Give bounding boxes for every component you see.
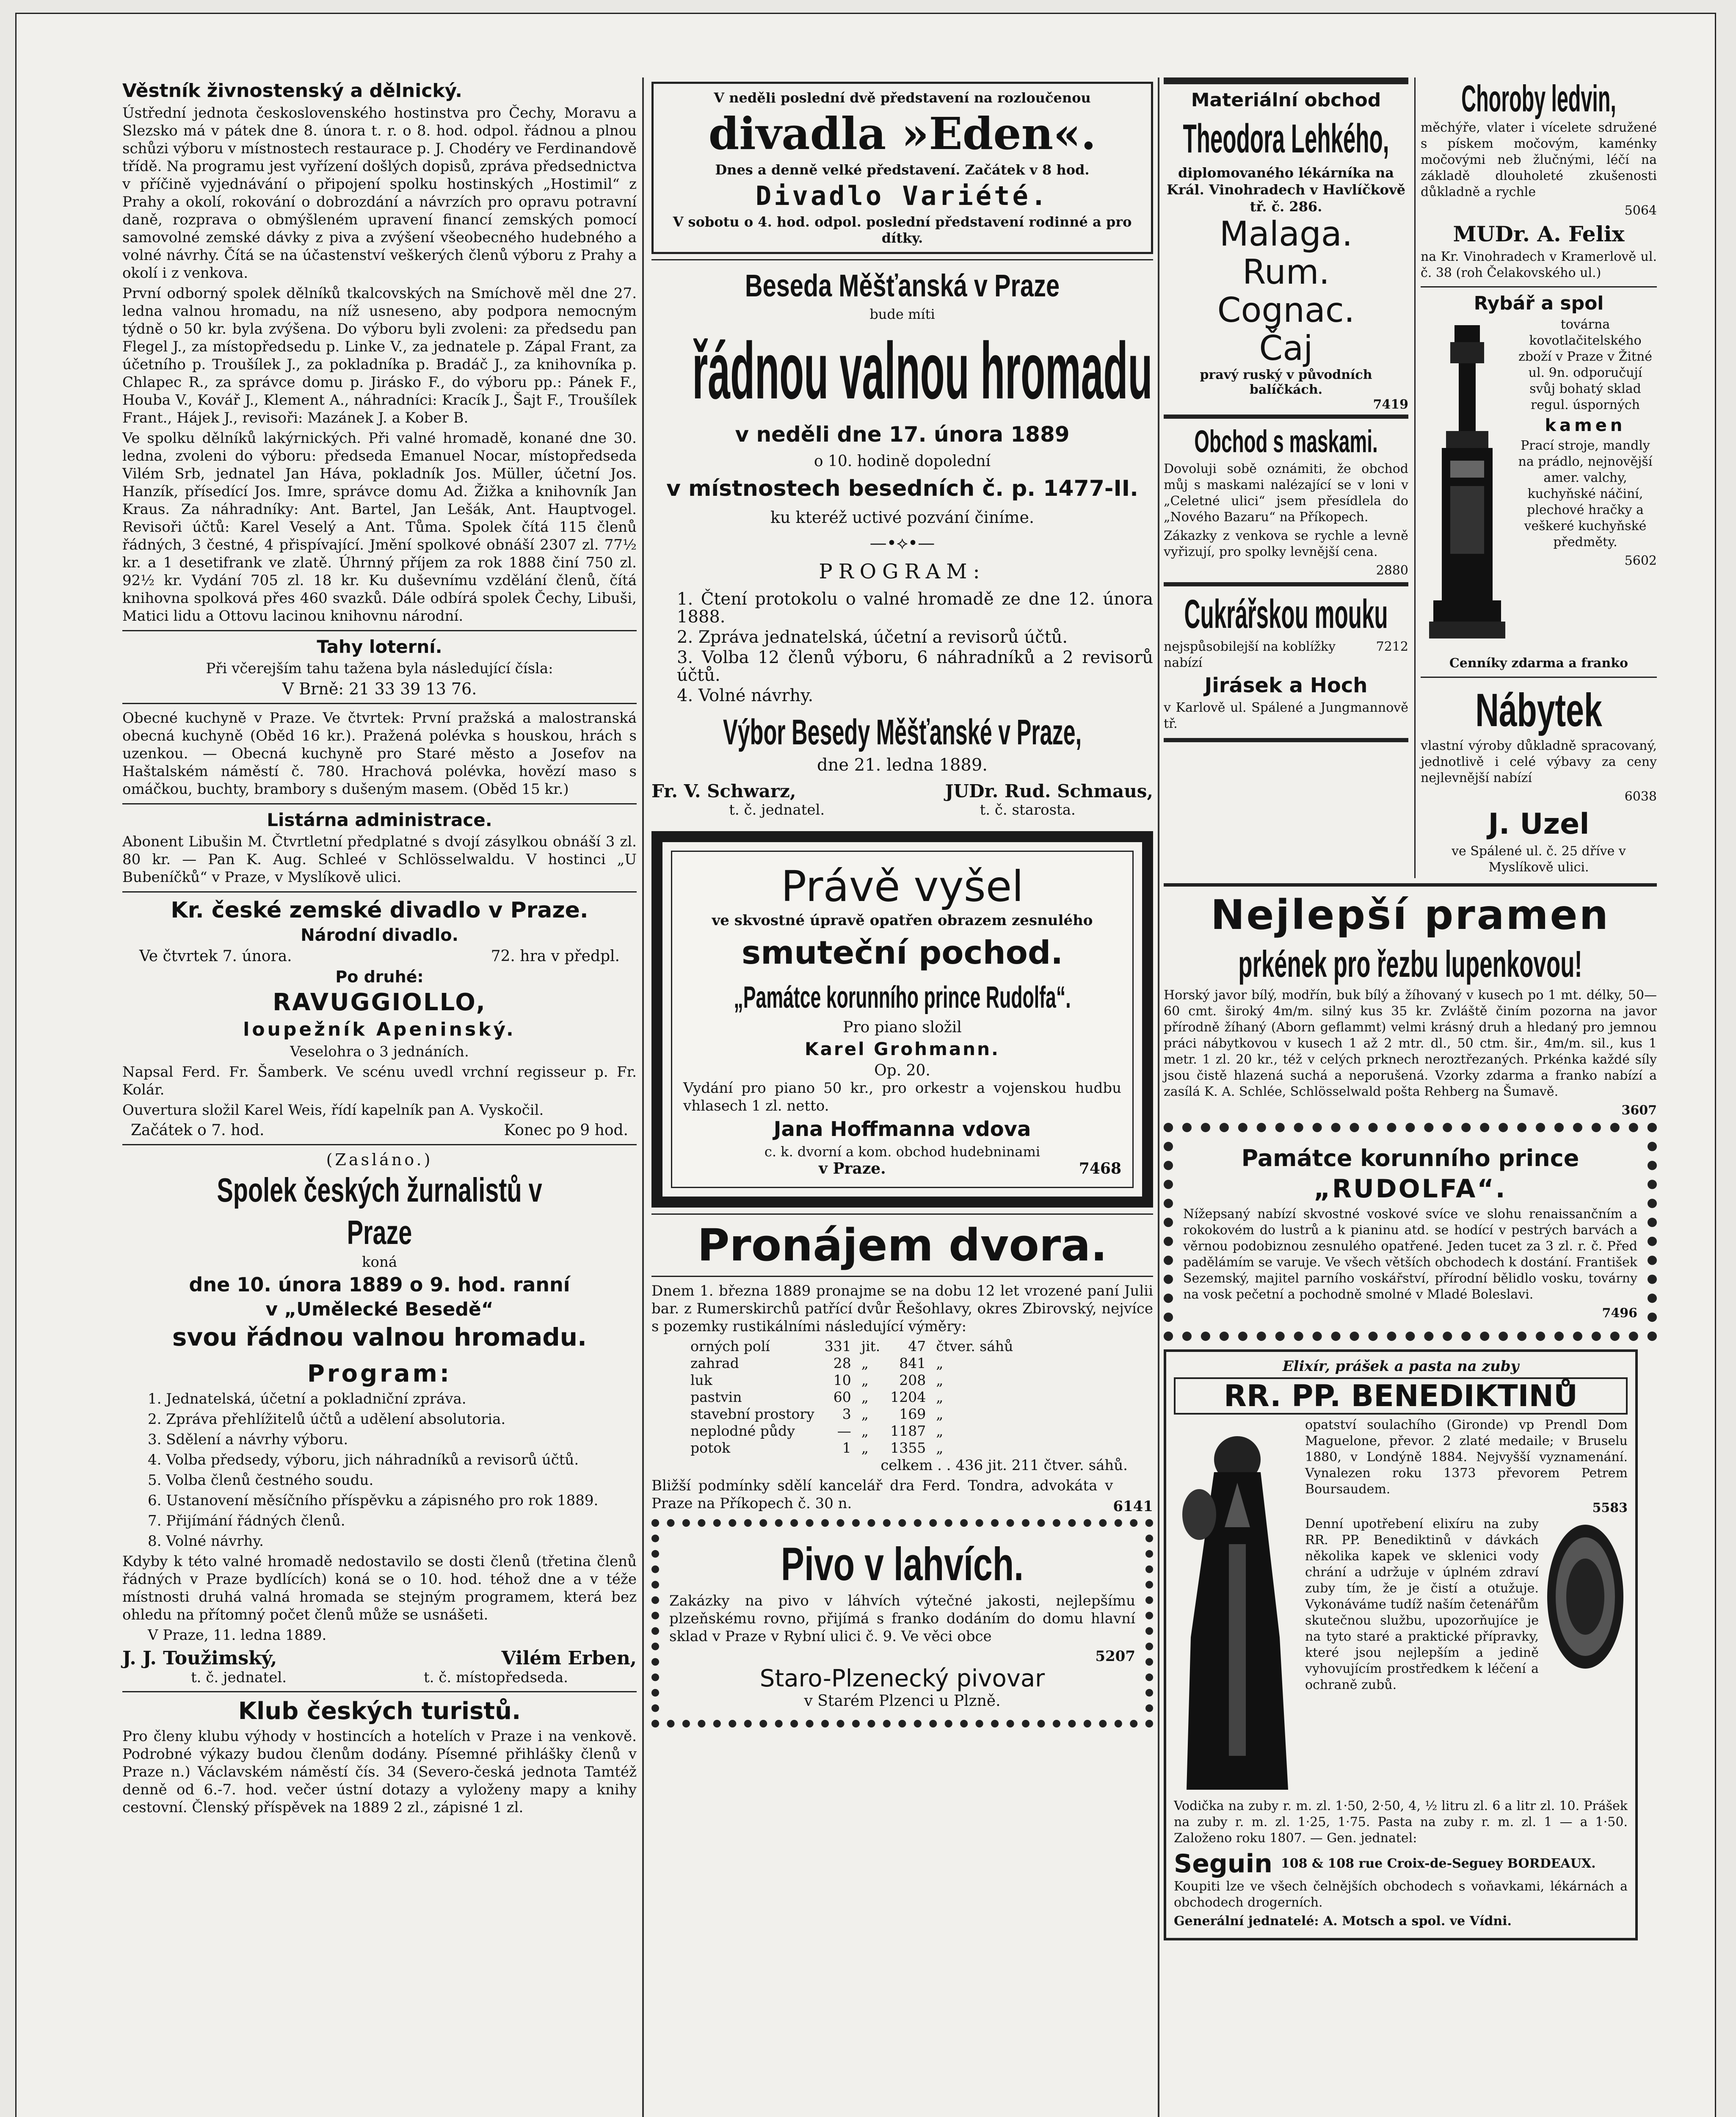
pivo-title: Pivo v lahvích. (781, 1538, 1024, 1590)
program-item: 8. Volné návrhy. (148, 1533, 264, 1550)
cukr-addr: v Karlově ul. Spálené a Jungmannově tř. (1164, 700, 1408, 731)
signature: Fr. V. Schwarz, (651, 781, 796, 801)
table-cell: „ (861, 1423, 869, 1439)
vysel-author: Karel Grohmann. (805, 1039, 1000, 1059)
theatre-play-title: RAVUGGIOLLO, (273, 989, 486, 1016)
rybar-kamen: kamen (1545, 416, 1626, 435)
vestnik-paragraph: První odborný spolek dělníků tkalcovských na Smíchově měl dne 27. ledna valnou hromadu, na níž usneseno, aby podpora nemocným týdně o 50 kr. byla zvýšena. Do výboru byli zvoleni: za předsedu pan Flegel J., za místopředsedu p. Linke V., za jednatele p. Zápal Frant, za účetního p. Troušílek J., za pokladníka p. Bradáč J., za knihovníka p. Chlapec R., za správce domu p. Jirásko F., do výboru pp.: Pánek F., Houba V., Kovář J., Klement A., náhradníci: Kracík J., Šajt F., Troušílek Frant., Hájek J., revisoři: Mazánek J. a Kober B. (122, 285, 637, 426)
eden-top: V neděli poslední dvě představení na rozloučenou (714, 90, 1091, 106)
vestnik-heading: Věstník živnostenský a dělnický. (122, 80, 462, 102)
program-item: 3. Volba 12 členů výboru, 6 náhradníků a 2 revisorů účtů. (677, 648, 1153, 685)
monk-illustration-icon (1174, 1417, 1297, 1798)
table-cell: 1 (842, 1440, 851, 1456)
beseda-program-heading: PROGRAM: (819, 560, 986, 583)
nabytek-name: J. Uzel (1488, 807, 1590, 841)
theatre-desc: Ouvertura složil Karel Weis, řídí kapelník pan A. Vyskočil. (122, 1102, 544, 1119)
rybar-title: Rybář a spol (1474, 293, 1604, 314)
table-cell: stavební prostory (690, 1406, 814, 1422)
column-3 (1164, 77, 1657, 1940)
rybar-ad (1421, 293, 1657, 672)
mat-caj-desc: pravý ruský v původních balíčkách. (1200, 368, 1372, 397)
listarna-text: Abonent Libušin M. Čtvrtletní předplatné s dvojí zásylkou obnáší 3 zl. 80 kr. — Pan K. Aug. Schleé v Schlösselwaldu. V hostinci „U Bubeníčků“ v Praze, v Myslíkově ulici. (122, 833, 637, 886)
zaslano-label: (Zasláno.) (326, 1150, 433, 1169)
program-date: V Praze, 11. ledna 1889. (148, 1627, 327, 1644)
vysel-title: Právě vyšel (781, 862, 1024, 911)
theatre-number: 72. hra v předpl. (491, 948, 620, 965)
nabytek-num: 6038 (1624, 789, 1657, 804)
table-cell: 1355 (890, 1440, 926, 1456)
vysel-publisher-desc: c. k. dvorní a kom. obchod hudebninami (764, 1144, 1040, 1160)
theatre-day: Ve čtvrtek 7. února. (139, 948, 292, 965)
theatre-heading: Kr. české zemské divadlo v Praze. (171, 898, 588, 923)
nabytek-title: Nábytek (1475, 684, 1602, 736)
mat-caj: Čaj (1259, 329, 1313, 368)
masky-text: Dovoluji sobě oznámiti, že obchod můj s maskami nalézající se v loni v „Celetné ulici“ jsem přesídlela do „Nového Bazaru“ na Příkopech. (1164, 462, 1408, 525)
vysel-ad (651, 831, 1153, 1208)
choroby-num: 5064 (1624, 203, 1657, 218)
lottery-text: Při včerejším tahu tažena byla následující čísla: (206, 660, 553, 677)
beseda-time: o 10. hodině dopolední (814, 453, 991, 470)
rudolfa-num: 7496 (1602, 1306, 1637, 1321)
rudolfa-text: Nížepsaný nabízí skvostné voskové svíce ve slohu renaissančním a rokokovém do lustrů a k pianinu atd. se hodící v pestrých barvách a věrnou podobiznou zesnulého opatřené. Jeden tucet za 3 zl. r. č. Před padělámím se varuje. Ve všech větších obchodech k dostání. František Sezemský, majitel parního voskářství, přírodní bělidlo vosku, továrny na vosk pečetní a pochodně smolné v Mladé Boleslavi. (1183, 1207, 1637, 1302)
table-cell: „ (936, 1423, 944, 1439)
divider (651, 1276, 1153, 1277)
bene-num: 5583 (1592, 1501, 1628, 1515)
divider (122, 803, 637, 804)
table-cell: 1187 (890, 1423, 926, 1439)
dvur-heading: Pronájem dvora. (697, 1219, 1107, 1271)
vysel-sub: ve skvostné úpravě opatřen obrazem zesnulého (712, 912, 1093, 929)
beseda-heading: Beseda Měšťanská v Praze (745, 268, 1060, 303)
masky-title: Obchod s maskami. (1194, 424, 1378, 459)
beseda-dne: dne 21. ledna 1889. (817, 755, 988, 775)
table-cell: 28 (833, 1355, 851, 1371)
masky-text: Zákazky z venkova se rychle a levně vyřizují, pro spolky levnější cena. (1164, 528, 1408, 559)
program-item: 4. Volba předsedy, výboru, jich náhradníků a revisorů účtů. (148, 1451, 579, 1468)
table-row (685, 1372, 1018, 1389)
beseda-big-heading: řádnou valnou hromadu (692, 326, 1153, 416)
journalists-date: dne 10. února 1889 o 9. hod. ranní (189, 1273, 570, 1296)
vysel-name: „Památce korunního prince Rudolfa“. (734, 981, 1071, 1014)
dvur-text: Dnem 1. března 1889 pronajme se na dobu 12 let vrozené paní Julii bar. z Rumerskirchů patřící dvůr Řešohlavy, okres Zbirovský, nejvíce s pozemky rustikálními následující výměry: (651, 1282, 1153, 1335)
cukr-name: Jirásek a Hoch (1204, 674, 1368, 697)
table-cell: zahrad (690, 1355, 739, 1371)
eden-line: Dnes a denně velké představení. Začátek v 8 hod. (715, 162, 1090, 178)
beseda-program-list (651, 590, 1153, 705)
pramen-num: 3607 (1621, 1103, 1657, 1118)
vysel-price: Vydání pro piano 50 kr., pro orkestr a vojenskou hudbu vhlasech 1 zl. netto. (683, 1080, 1121, 1114)
divider (122, 703, 637, 704)
signature-role: t. č. starosta. (980, 801, 1076, 818)
choroby-addr: na Kr. Vinohradech v Kramerlově ul. č. 38 (roh Čelakovského ul.) (1420, 249, 1657, 280)
eden-variete: Divadlo Variété. (755, 180, 1049, 211)
table-row (685, 1389, 1018, 1406)
cukr-ad (1164, 586, 1408, 742)
table-cell: — (837, 1423, 851, 1439)
vestnik-paragraph: Ústřední jednota československého hostinstva pro Čechy, Moravu a Slezsko má v pátek dne 8. února t. r. o 8. hod. odpol. řádnou a plnou schůzi výboru v místnostech restaurace p. J. Chodéry ve Ferdinandově třídě. Na programu jest vyřízení došlých dopisů, zpráva předsednictva v příčině vyjednávání o připojení spolku hostinských „Hostimil“ z Prahy a okolí, rokování o dobrozdání a návrzích pro opravu potravní daně, rozprava o obmýšleném upravení financí zemských pomocí samovolné zemské dávky z piva a zvýšení všeobecného hudebného a volné návrhy. Čítá se na účastenství veškerých členů výboru z Prahy a okolí i z venkova. (122, 105, 637, 282)
signature-role: t. č. místopředseda. (424, 1669, 568, 1686)
pivo-num: 5207 (1095, 1648, 1135, 1665)
vysel-city: v Praze. (819, 1160, 886, 1177)
table-cell: 208 (899, 1372, 926, 1388)
signature: Vilém Erben, (501, 1647, 637, 1669)
table-cell: 10 (833, 1372, 851, 1388)
vysel-pochod: smuteční pochod. (741, 934, 1063, 971)
bene-text: opatství soulachího (Gironde) vp Prendl Dom Maguelone, převor. 2 zlaté medaile; v Bruselu 1880, v Londýně 1884. Nejvyšší vyznamenání. Vynalezen roku 1373 převorem Petrem Boursaudem. (1305, 1418, 1628, 1497)
table-cell: 3 (842, 1406, 851, 1422)
nabytek-text: vlastní výroby důkladně spracovaný, jednotlivě i celé výbavy za ceny nejlevnější nabízí (1420, 738, 1657, 785)
divider (122, 630, 637, 631)
pramen-ad (1164, 892, 1657, 1119)
beseda-place: v místnostech besedních č. p. 1477-II. (666, 476, 1138, 501)
journalists-meeting: svou řádnou valnou hromadu. (172, 1323, 587, 1351)
seal-icon (1543, 1516, 1628, 1677)
bene-agent: Generální jednatelé: A. Motsch a spol. ve Vídni. (1174, 1914, 1512, 1929)
rudolfa-name: „RUDOLFA“. (1314, 1174, 1507, 1204)
lottery-numbers: V Brně: 21 33 39 13 76. (282, 680, 477, 698)
bene-text2: Denní upotřebení elixíru na zuby RR. PP. Benediktinů v dávkách několika kapek ve sklenici vody chrání a udržuje v úplném zdraví zuby tím, že je čistí a otužuje. Vykonáváme tudíž naším četenářům skutečnou službu, upozorňujíce je na tyto staré a praktické přípravky, které jsou nejlepším a jedině vyhovujícím prostředkem k léčení a ochraně zubů. (1305, 1517, 1539, 1692)
table-row (685, 1406, 1018, 1423)
table-cell: jit. (861, 1338, 880, 1354)
divider (651, 1213, 1153, 1215)
program-item: 6. Ustanovení měsíčního příspěvku a zápisného pro rok 1889. (148, 1492, 599, 1509)
bene-sold: Koupiti lze ve všech čelnějších obchodech s voňavkami, lékárnách a obchodech drogerních. (1174, 1879, 1628, 1910)
beseda-bude: bude míti (869, 306, 935, 322)
mat-name: Theodora Lehkého, (1183, 116, 1389, 161)
choroby-title: Choroby ledvin, (1461, 77, 1616, 119)
bene-title: RR. PP. BENEDIKTINŮ (1174, 1377, 1628, 1415)
signature: J. J. Toužimský, (122, 1647, 277, 1669)
rudolfa-ad (1164, 1123, 1657, 1341)
rudolfa-title: Památce korunního prince (1241, 1145, 1579, 1172)
signature-role: t. č. jednatel. (729, 801, 825, 818)
journalists-place: v „Umělecké Besedě“ (265, 1299, 494, 1320)
eden-title: divadla »Eden«. (708, 108, 1096, 160)
listarna-heading: Listárna administrace. (267, 810, 492, 830)
rybar-num: 5602 (1624, 553, 1657, 568)
dvur-table (685, 1338, 1018, 1456)
table-cell: „ (936, 1372, 944, 1388)
table-cell: pastvin (690, 1389, 742, 1405)
vysel-piano: Pro piano složil (843, 1019, 962, 1036)
table-row (685, 1355, 1018, 1372)
table-cell: „ (861, 1372, 869, 1388)
signature-role: t. č. jednatel. (191, 1669, 287, 1686)
journalists-heading: Spolek českých žurnalistů v Praze (217, 1171, 542, 1251)
program-item: 1. Čtení protokolu o valné hromadě ze dne 12. února 1888. (677, 589, 1153, 627)
lottery-heading: Tahy loterní. (317, 636, 442, 657)
program-note: Kdyby k této valné hromadě nedostavilo se dosti členů (třetina členů řádných v Praze bydlících) koná se o 10. hod. téhož dne a v téže místnosti druhá valná hromada se stejným programem, která bez ohledu na přítomný počet členů může se usnášeti. (122, 1553, 637, 1623)
mat-title: Materiální obchod (1191, 89, 1381, 111)
mat-sub: diplomovaného lékárníka na Král. Vinohradech v Havlíčkově tř. č. 286. (1167, 165, 1405, 215)
table-cell: „ (936, 1440, 944, 1456)
rybar-cennik: Cenníky zdarma a franko (1449, 656, 1628, 671)
benediktinu-ad (1164, 1349, 1638, 1940)
pramen-sub: prkének pro řezbu lupenkovou! (1238, 943, 1582, 985)
program-item: 5. Volba členů čestného soudu. (148, 1472, 374, 1489)
eden-bottom: V sobotu o 4. hod. odpol. poslední představení rodinné a pro dítky. (673, 214, 1132, 246)
eden-ad (651, 82, 1153, 254)
masky-ad (1164, 419, 1408, 586)
table-cell: 47 (908, 1338, 926, 1354)
table-cell: „ (936, 1389, 944, 1405)
table-row (685, 1338, 1018, 1355)
choroby-doctor: MUDr. A. Felix (1453, 221, 1625, 246)
vysel-op: Op. 20. (874, 1062, 930, 1079)
pramen-text: Horský javor bílý, modřín, buk bílý a žíhovaný v kusech po 1 mt. délky, 50—60 cmt. široký 4m/m. silný kus 35 kr. Zvláště činím pozorna na javor přírodně žíhaný (Aborn geflammt) velmi krásný druh a hledaný pro jemnou práci nábytkovou v kusech 1 až 2 mtr. dl., 50 ctm. šir., 4m/m. sil., kus 1 metr. 1 zl. 20 kr., též v celých prknech neroztřezaných. Prkénka každé síly jsou čistě hlazená suchá a neporušená. Vzorky zdarma a franko nabízí a zasílá K. A. Schlée, Schlösselwald pošta Rehberg na Šumavě. (1164, 988, 1657, 1099)
vysel-publisher: Jana Hoffmanna vdova (773, 1117, 1031, 1141)
theatre-po-druhe: Po druhé: (335, 967, 424, 986)
materialni-ad (1164, 77, 1408, 419)
bene-prices: Vodička na zuby r. m. zl. 1·50, 2·50, 4, ½ litru zl. 6 a litr zl. 10. Prášek na zuby r. m. zl. 1·25, 1·75. Pasta na zuby r. m. zl. 1 — a 1·50. Založeno roku 1807. — Gen. jednatel: (1174, 1799, 1628, 1846)
dvur-num: 6141 (1113, 1498, 1153, 1515)
program-item: 1. Jednatelská, účetní a pokladniční zpráva. (148, 1390, 466, 1407)
newspaper-page (15, 13, 1716, 2117)
table-row (685, 1440, 1018, 1456)
mat-rum: Rum. (1242, 252, 1330, 292)
table-cell: „ (861, 1389, 869, 1405)
program-item: 2. Zpráva jednatelská, účetní a revisorů účtů. (677, 627, 1068, 647)
table-cell: „ (861, 1355, 869, 1371)
pivo-ad (651, 1519, 1153, 1727)
column-1 (122, 77, 637, 1819)
pivo-brand: Staro-Plzenecký pivovar (759, 1665, 1045, 1692)
stove-illustration-icon (1421, 317, 1514, 655)
table-cell: luk (690, 1372, 712, 1388)
column-rule (642, 77, 644, 2117)
program-item: 2. Zpráva přehlížitelů účtů a udělení absolutoria. (148, 1411, 506, 1428)
kitchen-text: Obecné kuchyně v Praze. Ve čtvrtek: První pražská a malostranská obecná kuchyně (Oběd 16 kr.). Pražená polévka s houskou, hrách s uzenkou. — Obecná kuchyně pro Staré město a Josefov na Haštalském náměstí č. 780. Hrachová polévka, hovězí maso s omáčkou, buchty, brambory s dušeným masem. (Oběd 15 kr.) (122, 710, 637, 798)
table-cell: 169 (899, 1406, 926, 1422)
table-cell: potok (690, 1440, 731, 1456)
choroby-ad (1421, 77, 1657, 281)
bene-top: Elixír, prášek a pasta na zuby (1282, 1358, 1519, 1375)
table-cell: orných polí (690, 1338, 770, 1354)
mat-cognac: Cognac. (1217, 290, 1355, 330)
table-cell: „ (936, 1406, 944, 1422)
table-cell: čtver. sáhů (936, 1338, 1013, 1354)
pivo-place: v Starém Plzenci u Plzně. (804, 1692, 1001, 1710)
divider (651, 259, 1153, 260)
table-cell: neplodné půdy (690, 1423, 795, 1439)
theatre-end: Konec po 9 hod. (504, 1122, 628, 1139)
pramen-title: Nejlepší pramen (1211, 891, 1610, 939)
masky-num: 2880 (1376, 563, 1408, 578)
program-item: 3. Sdělení a návrhy výboru. (148, 1431, 348, 1448)
nabytek-addr: ve Spálené ul. č. 25 dříve v Myslíkově ulici. (1452, 844, 1626, 875)
nabytek-ad (1421, 683, 1657, 876)
vysel-num: 7468 (1079, 1160, 1121, 1177)
signature: JUDr. Rud. Schmaus, (945, 781, 1153, 801)
table-row (685, 1423, 1018, 1440)
divider (1421, 286, 1657, 287)
journalists-kona: koná (362, 1254, 397, 1271)
divider (1164, 883, 1657, 887)
divider (122, 1691, 637, 1692)
program-item: 7. Přijímání řádných členů. (148, 1512, 345, 1529)
table-cell: 331 (824, 1338, 851, 1354)
divider (122, 891, 637, 893)
klub-text: Pro členy klubu výhody v hostincích a hotelích v Praze i na venkově. Podrobné výkazy budou členům dodány. Písemné přihlášky členů v Praze n.) Václavském náměstí čís. 34 (Severo-česká jednota Tamtéž denně od 6.-7. hod. večer ústní dotazy a vyloženy mapy a knihy cestovní. Členský příspěvek na 1889 2 zl., zápisné 1 zl. (122, 1728, 637, 1816)
table-cell: 841 (899, 1355, 926, 1371)
table-cell: „ (936, 1355, 944, 1371)
cukr-num: 7212 (1376, 639, 1408, 654)
theatre-desc: Veselohra o 3 jednáních. (290, 1043, 469, 1060)
table-cell: „ (861, 1406, 869, 1422)
table-cell: 60 (833, 1389, 851, 1405)
program-list (122, 1390, 637, 1550)
divider (1421, 677, 1657, 678)
table-cell: „ (861, 1440, 869, 1456)
theatre-subheading: Národní divadlo. (301, 926, 458, 945)
cukr-text: nejspůsobilejší na koblížky nabízí (1164, 639, 1336, 670)
mat-malaga: Malaga. (1219, 214, 1353, 254)
table-cell: 1204 (890, 1389, 926, 1405)
program-item: 4. Volné návrhy. (677, 686, 814, 705)
klub-heading: Klub českých turistů. (238, 1697, 521, 1725)
beseda-vybor: Výbor Besedy Měšťanské v Praze, (723, 712, 1082, 752)
theatre-play-subtitle: loupežník Apeninský. (243, 1019, 516, 1040)
beseda-invite: ku kteréž uctivé pozvání činíme. (770, 508, 1035, 527)
cukr-title: Cukrářskou mouku (1184, 591, 1388, 637)
beseda-date: v neděli dne 17. února 1889 (735, 422, 1070, 447)
vestnik-paragraph: Ve spolku dělníků lakýrnických. Při valné hromadě, konané dne 30. ledna, zvoleni do výboru: předseda Emanuel Nocar, místopředseda Vilém Srb, jednatel Jan Háva, pokladník Jos. Müller, účetní Jos. Hanzík, přísedící Jos. Imre, správce domu Ad. Žižka a knihovník Jan Kraus. Za náhradníky: Ant. Bartel, Jan Lešák, Ant. Hauptvogel. Revisoři účtů: Karel Veselý a Ant. Tůma. Spolek čítá 115 členů řádných, 3 čestné, 4 přispívající. Jmění spolkové obnáší 2307 zl. 77½ kr. a 1 desetifrank ve zlatě. Úhrnný příjem za rok 1888 činí 750 zl. 92½ kr. Vydání 705 zl. 18 kr. Ku duševnímu vzdělání členů, čítá knihovna spolková přes 460 svazků. Dále odbírá spolek Čechy, Libuši, Matici lidu a Ottovu lacinou knihovnu národní. (122, 430, 637, 625)
theatre-desc: Napsal Ferd. Fr. Šamberk. Ve scénu uvedl vrchní regisseur p. Fr. Kolár. (122, 1064, 637, 1098)
program-heading: Program: (307, 1360, 452, 1387)
bene-seguin: Seguin (1174, 1849, 1272, 1879)
rybar-text2: Prací stroje, mandly na prádlo, nejnovější amer. valchy, kuchyňské náčiní, plechové hračky a veškeré kuchyňské předměty. (1518, 438, 1653, 550)
mat-num: 7419 (1373, 397, 1408, 412)
column-rule (1158, 77, 1159, 2117)
bene-addr: 108 & 108 rue Croix-de-Seguey BORDEAUX. (1281, 1856, 1596, 1871)
dvur-total: celkem . . 436 jit. 211 čtver. sáhů. (880, 1457, 1128, 1474)
ornament: —•⟡•— (869, 533, 935, 553)
theatre-start: Začátek o 7. hod. (131, 1122, 265, 1139)
divider (122, 1144, 637, 1145)
dvur-note: Bližší podmínky sdělí kancelář dra Ferd. Tondra, advokáta v Praze na Příkopech č. 30 n. (651, 1477, 1113, 1512)
choroby-text: měchýře, vlater i vícelete sdružené s pískem močovým, kaménky močovými neb žlučnými, léčí na základě dlouholeté zkušenosti důkladně a rychle (1420, 120, 1657, 199)
column-2 (651, 77, 1153, 1732)
rybar-text: továrna kovotlačitelského zboží v Praze v Žitné ul. 9n. odporučují svůj bohatý sklad regul. úsporných (1518, 317, 1653, 412)
pivo-text: Zakázky na pivo v láhvích výtečné jakosti, nejlepšímu plzeňskému rovno, přijímá s franko dodáním do domu hlavní sklad v Praze v Rybní ulici č. 9. Ve věci obce (669, 1592, 1135, 1645)
